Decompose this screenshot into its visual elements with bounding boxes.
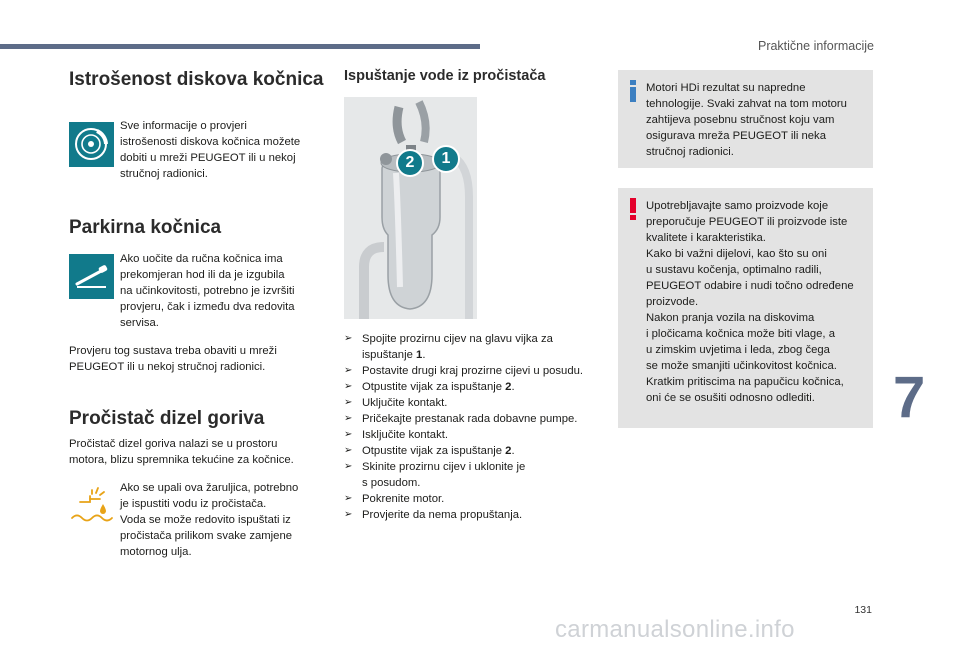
list-item (344, 507, 609, 523)
arrow-icon: ➢ (344, 381, 353, 392)
parking-brake-heading: Parkirna kočnica (69, 217, 222, 238)
info-icon (627, 80, 639, 107)
header-bar (0, 44, 480, 49)
page-number: 131 (854, 604, 872, 616)
diesel-filter-warning-text: Ako se upali ova žaruljica, potrebno je ispustiti vodu iz pročistača. Voda se može redovito ispuštati iz pročistača prilikom svake zamjene motornog ulja. (120, 482, 299, 558)
list-item (344, 427, 609, 443)
step-text: Pričekajte prestanak rada dobavne pumpe. (362, 413, 578, 425)
step-text: Isključite kontakt. (362, 429, 449, 441)
callout-2: 2 (396, 149, 424, 177)
step-text: Spojite prozirnu cijev na glavu vijka za ispuštanje 1. (362, 333, 553, 361)
step-text: Otpustite vijak za ispuštanje 2. (362, 445, 515, 457)
arrow-icon: ➢ (344, 493, 353, 504)
arrow-icon: ➢ (344, 365, 353, 376)
brake-disc-icon (69, 122, 114, 167)
list-item (344, 331, 609, 363)
arrow-icon: ➢ (344, 333, 353, 344)
warning-note-text: Upotrebljavajte samo proizvode koje preporučuje PEUGEOT ili proizvode iste kvalitete i karakteristika. Kako bi važni dijelovi, kao što su oni u sustavu kočenja, optimalno radili, PEUGEOT odabire i nudi točno određene proizvode. Nakon pranja vozila na diskovima i pločicama kočnica može biti vlage, a u zimskim uvjetima i leda, zbog čega se može smanjiti učinkovitost kočnica. Kratkim pritiscima na papučicu kočnica, oni će se osušiti odnosno odlediti. (646, 200, 854, 404)
brake-discs-text: Sve informacije o provjeri istrošenosti diskova kočnica možete dobiti u mreži PEUGEOT ili u nekoj stručnoj radionici. (120, 120, 301, 180)
brake-discs-heading: Istrošenost diskova kočnica (69, 69, 324, 90)
arrow-icon: ➢ (344, 509, 353, 520)
step-text: Skinite prozirnu cijev i uklonite je s posudom. (362, 461, 526, 489)
parking-brake-text: Ako uočite da ručna kočnica ima prekomjeran hod ili da je izgubila na učinkovitosti, potrebno je izvršiti provjeru, čak i između dva redovita servisa. (120, 253, 295, 329)
info-note-text: Motori HDi rezultat su napredne tehnologije. Svaki zahvat na tom motoru zahtijeva posebnu stručnost koju vam osigurava mreža PEUGEOT ili neka stručnoj radionici. (646, 82, 847, 158)
list-item (344, 443, 609, 459)
callout-1: 1 (432, 145, 460, 173)
list-item (344, 379, 609, 395)
step-text: Otpustite vijak za ispuštanje 2. (362, 381, 515, 393)
watermark: carmanualsonline.info (555, 616, 795, 643)
diesel-filter-heading: Pročistač dizel goriva (69, 408, 265, 429)
arrow-icon: ➢ (344, 429, 353, 440)
arrow-icon: ➢ (344, 397, 353, 408)
info-note (618, 70, 873, 168)
arrow-icon: ➢ (344, 445, 353, 456)
step-text: Postavite drugi kraj prozirne cijevi u posudu. (362, 365, 584, 377)
parking-brake-lever-icon (69, 254, 114, 299)
warning-note (618, 188, 873, 428)
list-item (344, 459, 609, 491)
section-title: Praktične informacije (757, 39, 874, 53)
diesel-filter-text: Pročistač dizel goriva nalazi se u prostoru motora, blizu spremnika tekućine za kočnice. (69, 438, 294, 466)
arrow-icon: ➢ (344, 413, 353, 424)
list-item (344, 363, 609, 379)
list-item (344, 491, 609, 507)
fuel-filter-photo (344, 97, 477, 319)
water-in-diesel-warning-icon (70, 482, 116, 528)
water-drain-steps (344, 331, 609, 523)
arrow-icon: ➢ (344, 461, 353, 472)
step-text: Pokrenite motor. (362, 493, 445, 505)
list-item (344, 395, 609, 411)
water-drain-heading: Ispuštanje vode iz pročistača (344, 68, 546, 84)
list-item (344, 411, 609, 427)
exclamation-icon (627, 198, 639, 225)
chapter-number: 7 (893, 365, 926, 430)
parking-brake-text-2: Provjeru tog sustava treba obaviti u mreži PEUGEOT ili u nekoj stručnoj radionici. (69, 345, 277, 373)
step-text: Uključite kontakt. (362, 397, 448, 409)
step-text: Provjerite da nema propuštanja. (362, 509, 523, 521)
